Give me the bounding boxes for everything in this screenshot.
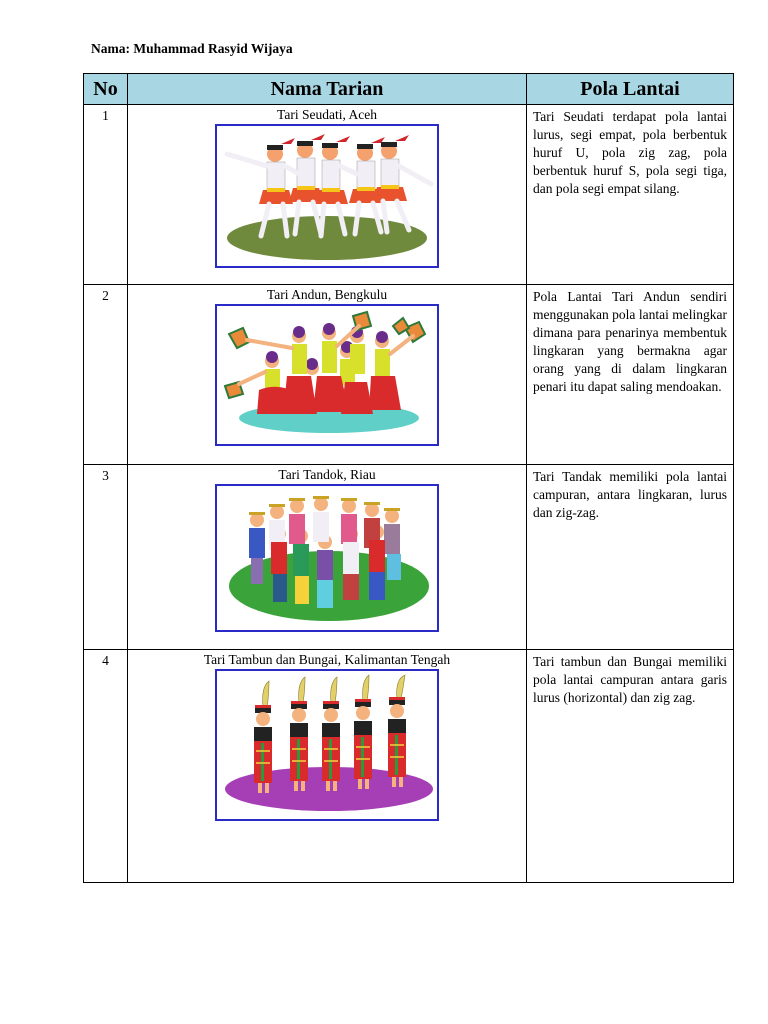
tambun-bungai-dancers-illustration [215,669,439,821]
pola-lantai-text: Pola Lantai Tari Andun sendiri menggunakan pola lantai melingkar dimana para penarinya membentuk lingkaran yang bermakna agar orang yang di dalam lingkaran penari itu dapat saling mendoakan. [533,289,727,394]
table-header-row [84,74,734,105]
pola-lantai-cell [527,650,734,883]
dance-table [83,73,734,883]
seudati-dancers-illustration [215,124,439,268]
dance-name: Tari Tandok, Riau [278,467,376,482]
dance-name-cell [128,650,527,883]
dance-name: Tari Andun, Bengkulu [266,287,388,302]
dance-name: Tari Seudati, Aceh [277,107,377,122]
table-row [84,105,734,285]
row-number: 1 [84,105,128,285]
pola-lantai-cell [527,465,734,650]
header-nama-tarian: Nama Tarian [128,74,527,105]
dance-name-cell [128,285,527,465]
pola-lantai-text: Tari tambun dan Bungai memiliki pola lantai campuran antara garis lurus (horizontal) dan zig zag. [533,654,727,705]
table-row [84,465,734,650]
tandok-dancers-illustration [215,484,439,632]
table-row [84,650,734,883]
header-no: No [84,74,128,105]
table-row [84,285,734,465]
row-number: 4 [84,650,128,883]
row-number: 2 [84,285,128,465]
header-pola-lantai: Pola Lantai [527,74,734,105]
dance-name: Tari Tambun dan Bungai, Kalimantan Tengah [203,652,451,667]
pola-lantai-text: Tari Seudati terdapat pola lantai lurus, segi empat, pola berbentuk huruf U, pola zig zag, pola berbentuk huruf S, pola segi tiga, dan pola segi empat silang. [533,109,727,196]
dance-name-cell [128,465,527,650]
andun-dancers-illustration [215,304,439,446]
pola-lantai-cell [527,105,734,285]
pola-lantai-text: Tari Tandak memiliki pola lantai campuran, antara lingkaran, lurus dan zig-zag. [533,469,727,520]
pola-lantai-cell [527,285,734,465]
row-number: 3 [84,465,128,650]
dance-name-cell [128,105,527,285]
student-name: Nama: Muhammad Rasyid Wijaya [91,41,293,56]
